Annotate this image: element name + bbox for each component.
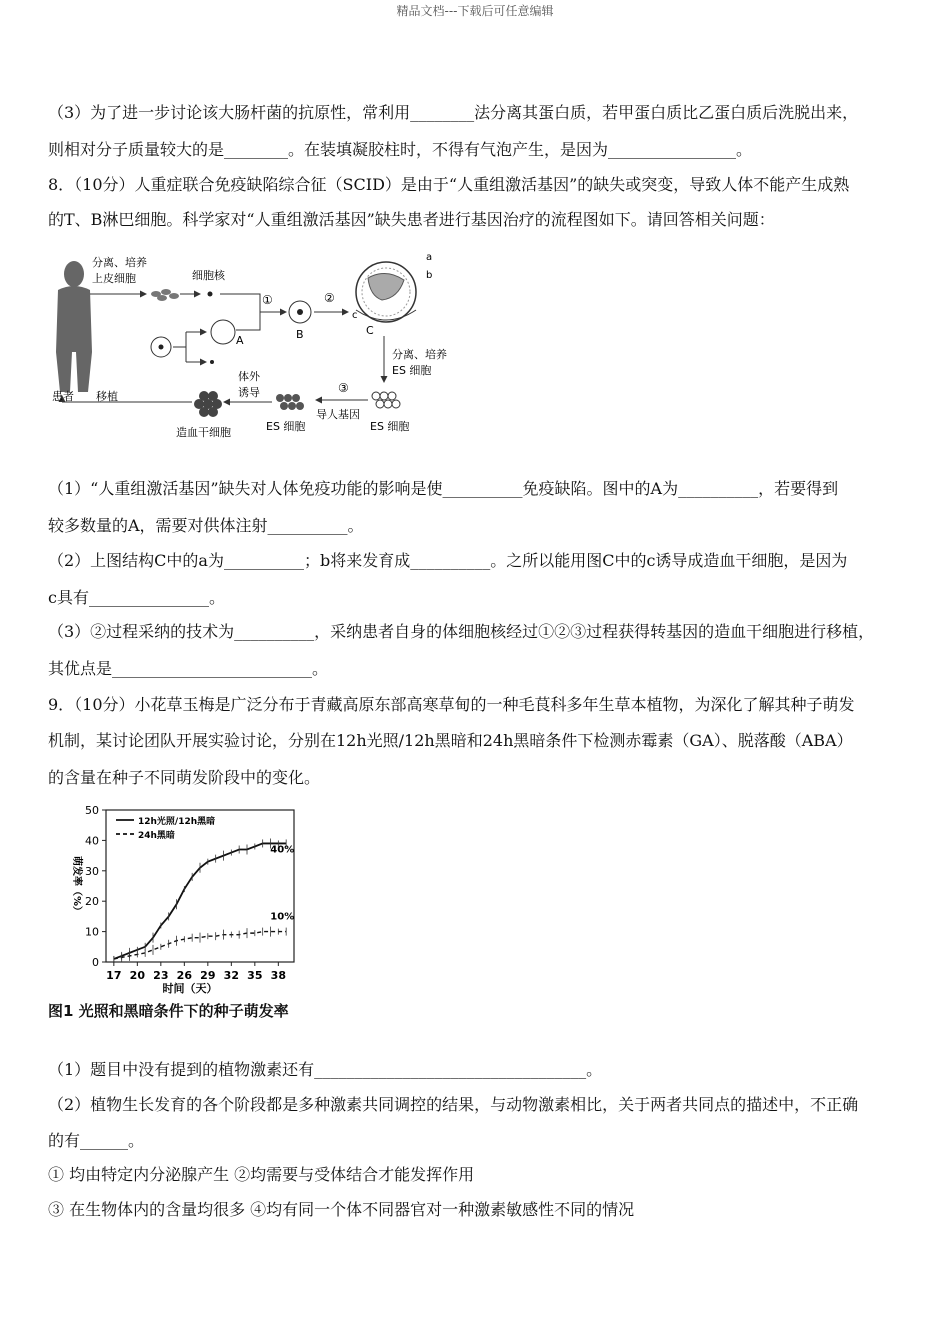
text-line: ③ 在生物体内的含量均很多 ④均有同一个体不同器官对一种激素敏感性不同的情况 <box>48 1200 635 1219</box>
es-cells-label-1: ES 细胞 <box>392 364 432 377</box>
x-tick-label: 20 <box>129 969 145 982</box>
annotation-label: 10% <box>270 911 295 923</box>
figure-caption: 图1 光照和黑暗条件下的种子萌发率 <box>48 1002 289 1020</box>
text-line: 其优点是_________________________。 <box>48 659 329 678</box>
x-tick-label: 38 <box>270 969 286 982</box>
hsc-label: 造血干细胞 <box>176 426 231 439</box>
es-cells-label-3: ES 细胞 <box>266 420 306 433</box>
annotation-label: 40% <box>270 844 295 856</box>
es-cells-label-2: ES 细胞 <box>370 420 410 433</box>
y-tick-label: 0 <box>92 956 99 969</box>
x-tick-label: 23 <box>153 969 169 982</box>
y-tick-label: 10 <box>85 925 99 939</box>
text-line: 的含量在种子不同萌发阶段中的变化。 <box>48 768 321 787</box>
text-line: （2）植物生长发育的各个阶段都是多种激素共同调控的结果，与动物激素相比，关于两者共同点的描述中，不正确 <box>48 1095 859 1114</box>
x-tick-label: 32 <box>223 969 239 982</box>
text-line: 8．（10分）人重症联合免疫缺陷综合征（SCID）是由于“人重组激活基因”的缺失或突变，导致人体不能产生成熟 <box>48 175 850 194</box>
epithelial-cells <box>151 289 179 301</box>
patient-label: 患者 <box>52 390 74 403</box>
label-cb: b <box>426 270 433 281</box>
germination-rate-chart <box>48 798 358 1028</box>
x-tick-label: 26 <box>176 969 192 982</box>
text-line: 的有______。 <box>48 1131 145 1150</box>
y-tick-label: 50 <box>85 804 99 817</box>
step-1: ① <box>262 293 273 307</box>
epithelial-label: 上皮细胞 <box>92 272 136 285</box>
label-cc: c <box>352 310 358 321</box>
es-cells-middle <box>276 394 304 410</box>
y-tick-label: 30 <box>85 864 99 878</box>
label-b: B <box>296 328 304 341</box>
label-a: A <box>236 334 244 347</box>
step-3: ③ <box>338 381 349 395</box>
legend-label: 24h黑暗 <box>138 831 175 841</box>
blastocyst-c <box>356 262 416 322</box>
text-line: 较多数量的A，需要对供体注射__________。 <box>48 516 364 535</box>
text-line: ① 均由特定内分泌腺产生 ②均需要与受体结合才能发挥作用 <box>48 1165 475 1184</box>
y-axis-label: 萌发率（%） <box>71 855 82 917</box>
text-line: 9．（10分）小花草玉梅是广泛分布于青藏高原东部高寒草甸的一种毛茛科多年生草本植物，为深化了解其种子萌发 <box>48 695 855 714</box>
text-line: （1）“人重组激活基因”缺失对人体免疫功能的影响是使__________免疫缺陷。图中的A为__________，若要得到 <box>48 479 839 498</box>
y-tick-label: 20 <box>85 895 99 909</box>
x-tick-label: 29 <box>200 969 216 982</box>
text-line: 的T、B淋巴细胞。科学家对“人重组激活基因”缺失患者进行基因治疗的流程图如下。请回答相关问题： <box>48 210 775 229</box>
x-axis-label: 时间（天） <box>162 982 218 995</box>
import-gene-label: 导人基因 <box>316 408 360 421</box>
text-line: 则相对分子质量较大的是________。在装填凝胶柱时，不得有气泡产生，是因为________________。 <box>48 140 753 159</box>
x-tick-label: 35 <box>247 969 263 982</box>
text-line: 机制，某讨论团队开展实验讨论，分别在12h光照/12h黑暗和24h黑暗条件下检测赤霉素（GA）、脱落酸（ABA） <box>48 731 853 750</box>
induce-label: 诱导 <box>238 386 260 399</box>
separate-culture-label: 分离、培养 <box>92 256 147 269</box>
nucleus-label: 细胞核 <box>192 269 225 282</box>
label-ca: a <box>426 252 433 263</box>
hematopoietic-stem-cells <box>194 391 222 417</box>
separate-culture-es-label: 分离、培养 <box>392 348 447 361</box>
es-cells-right <box>372 392 400 408</box>
step-2: ② <box>324 291 335 305</box>
in-vitro-label: 体外 <box>238 370 260 383</box>
text-line: （2）上图结构C中的a为__________；b将来发育成__________。之所以能用图C中的c诱导成造血干细胞，是因为 <box>48 551 848 570</box>
text-line: （1）题目中没有提到的植物激素还有__________________________________。 <box>48 1060 603 1079</box>
text-line: c具有_______________。 <box>48 588 225 607</box>
text-line: （3）②过程采纳的技术为__________，采纳患者自身的体细胞核经过①②③过程获得转基因的造血干细胞进行移植， <box>48 622 875 641</box>
patient-silhouette <box>56 261 92 392</box>
y-tick-label: 40 <box>85 834 99 848</box>
transplant-label: 移植 <box>96 390 118 403</box>
gene-therapy-flow-diagram <box>48 252 468 448</box>
text-line: （3）为了进一步讨论该大肠杆菌的抗原性，常利用________法分离其蛋白质，若甲蛋白质比乙蛋白质后洗脱出来， <box>48 103 859 122</box>
page-header: 精品文档---下载后可任意编辑 <box>396 4 554 18</box>
legend-label: 12h光照/12h黑暗 <box>138 817 216 827</box>
label-c: C <box>366 324 374 337</box>
x-tick-label: 17 <box>106 969 122 982</box>
